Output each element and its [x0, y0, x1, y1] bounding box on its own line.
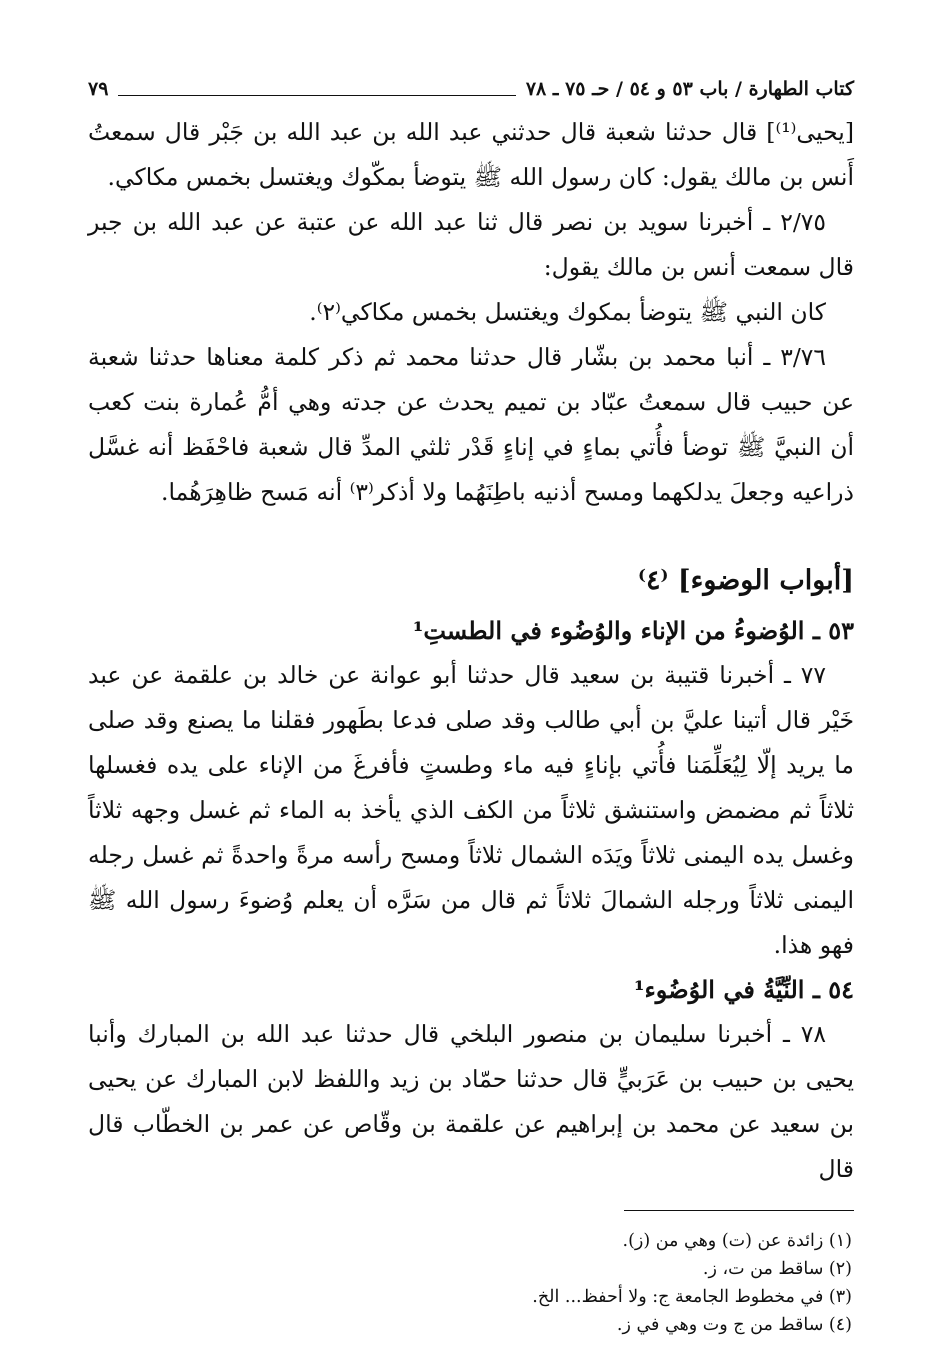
chapter-54-title: ٥٤ ـ النِّيَّةُ في الوُضُوء¹	[634, 975, 854, 1004]
body-text	[88, 110, 854, 1192]
page-number: ٧٩	[88, 78, 109, 100]
running-header	[88, 72, 854, 106]
hadith-77: ٧٧ ـ أخبرنا قتيبة بن سعيد قال حدثنا أبو عوانة عن خالد بن علقمة عن عبد خَيْر قال أتينا عليَّ بن أبي طالب وقد صلى فدعا بطَهور فقلنا ما يصنع وقد صلى ما يريد إلّا لِيُعَلِّمَنا فأُتي بإناءٍ فيه ماء وطستٍ فأفرغَ من الإناء على يده فغسلها ثلاثاً ثم مضمض واستنشق ثلاثاً من الكف الذي يأخذ به الماء ثم غسل وجهه ثلاثاً وغسل يده اليمنى ثلاثاً ويَدَه الشمال ثلاثاً ومسح رأسه مرةً واحدةً ثم غسل رجله اليمنى ثلاثاً ورجله الشمالَ ثلاثاً ثم قال من سَرَّه أن يعلم وُضوءَ رسول الله ﷺ فهو هذا.	[88, 661, 854, 959]
footnote-3: (٣) في مخطوط الجامعة ج: ولا أحفظ... الخ.	[532, 1287, 852, 1307]
footnote-2: (٢) ساقط من ت، ز.	[702, 1259, 852, 1279]
header-title: كتاب الطهارة / باب ٥٣ و ٥٤ / حـ ٧٥ ـ ٧٨	[525, 78, 854, 100]
hadith-76: ٣/٧٦ ـ أنبا محمد بن بشّار قال حدثنا محمد ثم ذكر كلمة معناها حدثنا شعبة عن حبيب قال سمعتُ عبّاد بن تميم يحدث عن جدته وهي أمُّ عُمارة بنت كعب أن النبيَّ ﷺ توضأ فأُتي بماءٍ في إناءٍ قَدْر ثلثي المدِّ قال شعبة فاحْفَظ أنه غسَّل ذراعيه وجعلَ يدلكهما ومسح أذنيه باطِنَهُما ولا أذكر⁽٣⁾ أنه مَسح ظاهِرَهُما.	[88, 343, 854, 506]
header-rule	[118, 83, 515, 96]
book-page	[88, 72, 854, 1339]
chapter-53-title: ٥٣ ـ الوُضوءُ من الإناء والوُضُوء في الطستِ¹	[412, 616, 854, 645]
hadith-78: ٧٨ ـ أخبرنا سليمان بن منصور البلخي قال حدثنا عبد الله بن المبارك وأنبا يحيى بن حبيب بن عَرَبيٍّ قال حدثنا حمّاد بن زيد واللفظ لابن المبارك عن يحيى بن سعيد عن محمد بن إبراهيم عن علقمة بن وقّاص عن عمر بن الخطّاب قال قال	[88, 1020, 854, 1183]
footnote-4: (٤) ساقط من ج وت وهي في ز.	[616, 1315, 852, 1335]
paragraph-continuation: [يحيى⁽¹⁾] قال حدثنا شعبة قال حدثني عبد الله بن عبد الله بن جَبْر قال سمعتُ أَنس بن مالك يقول: كان رسول الله ﷺ يتوضأ بمكّوك ويغتسل بخمس مكاكي.	[88, 118, 854, 191]
hadith-75-quote: كان النبي ﷺ يتوضأ بمكوك ويغتسل بخمس مكاكي⁽٢⁾.	[309, 298, 826, 326]
section-title: [أبواب الوضوء] ⁽٤⁾	[637, 565, 854, 596]
hadith-75: ٢/٧٥ ـ أخبرنا سويد بن نصر قال ثنا عبد الله عن عتبة عن عبد الله بن جبر قال سمعت أنس بن مالك يقول:	[88, 208, 854, 281]
footnotes	[88, 1227, 854, 1339]
footnote-1: (١) زائدة عن (ت) وهي من (ز).	[622, 1231, 852, 1251]
footnote-divider	[624, 1210, 854, 1211]
